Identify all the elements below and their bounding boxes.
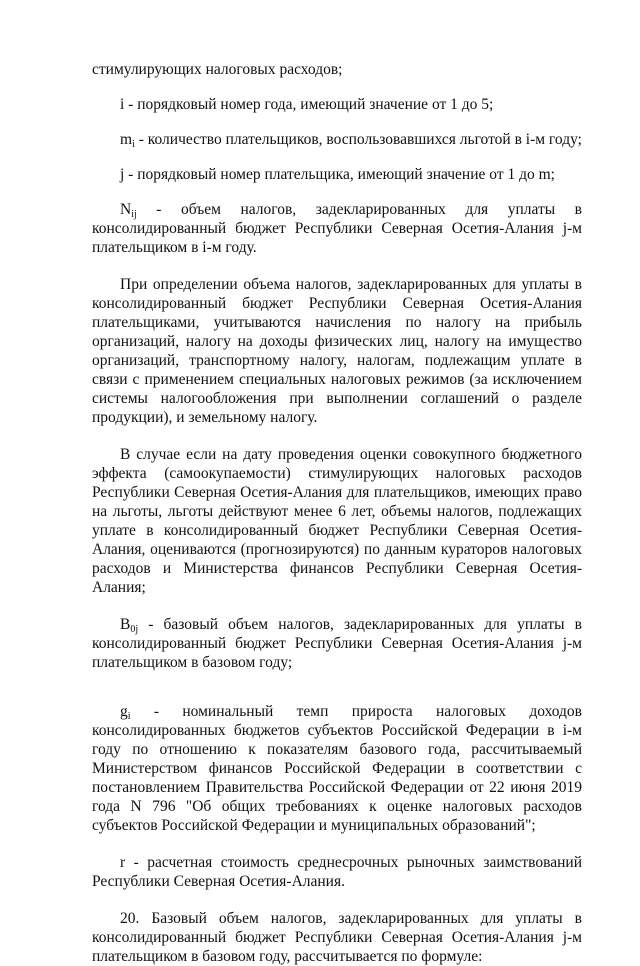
paragraph-tax-volume-rules: При определении объема налогов, задекларированных для уплаты в консолидированный бюджет Республики Северная Осетия-Алания плательщиками, учитываются начисления по налогу на прибыль организаций, налогу на доходы физических лиц, налогу на имущество организаций, транспортному налогу, налогам, подлежащим уплате в связи с применением специальных налоговых режимов (за исключением системы налогообложения при выполнении соглашений о разделе продукции), и земельному налогу.: [92, 276, 582, 426]
paragraph-forecast-case: В случае если на дату проведения оценки совокупного бюджетного эффекта (самоокупаемости) стимулирующих налоговых расходов Республики Северная Осетия-Алания для плательщиков, имеющих право на льготы, льготы действуют менее 6 лет, объемы налогов, подлежащих уплате в консолидированный бюджет Республики Северная Осетия-Алания, оцениваются (прогнозируются) по данным кураторов налоговых расходов и Министерства финансов Республики Северная Осетия-Алания;: [92, 446, 582, 596]
paragraph-i-definition: i - порядковый номер года, имеющий значение от 1 до 5;: [120, 96, 494, 113]
symbol-b: B: [120, 616, 131, 633]
paragraph-r-definition: r - расчетная стоимость среднесрочных рыночных заимствований Республики Северная Осетия-Алания.: [92, 854, 582, 890]
definition-text: - объем налогов, задекларированных для уплаты в консолидированный бюджет Республики Северная Осетия-Алания j-м плательщиком в i-м году.: [92, 201, 582, 256]
subscript-i: i: [132, 139, 135, 150]
paragraph-continuation: стимулирующих налоговых расходов;: [92, 61, 343, 78]
paragraph-nij-definition: [92, 200, 582, 257]
paragraph-mi-definition: [92, 130, 582, 149]
symbol-n: N: [120, 201, 132, 218]
symbol-g: g: [120, 703, 128, 720]
definition-text: - количество плательщиков, воспользовавшихся льготой в i-м году;: [134, 131, 582, 148]
paragraph-item-20: 20. Базовый объем налогов, задекларированных для уплаты в консолидированный бюджет Республики Северная Осетия-Алания j-м плательщиком в базовом году, рассчитывается по формуле:: [92, 910, 582, 965]
subscript-ij: ij: [131, 209, 137, 220]
definition-text: - номинальный темп прироста налоговых доходов консолидированных бюджетов субъектов Российской Федерации в i-м году по отношению к показателям базового года, рассчитываемый Министерством финансов Российской Федерации в соответствии с постановлением Правительства Российской Федерации от 22 июня 2019 года N 796 "Об общих требованиях к оценке налоговых расходов субъектов Российской Федерации и муниципальных образований";: [92, 703, 582, 834]
subscript-i: i: [127, 711, 131, 722]
paragraph-gi-definition: [92, 702, 582, 835]
symbol-m: m: [120, 131, 133, 148]
paragraph-b0j-definition: [92, 615, 582, 672]
subscript-0j: 0j: [130, 624, 139, 635]
paragraph-j-definition: j - порядковый номер плательщика, имеющий значение от 1 до m;: [120, 166, 555, 183]
definition-text: - базовый объем налогов, задекларированных для уплаты в консолидированный бюджет Республики Северная Осетия-Алания j-м плательщиком в базовом году;: [92, 616, 582, 671]
